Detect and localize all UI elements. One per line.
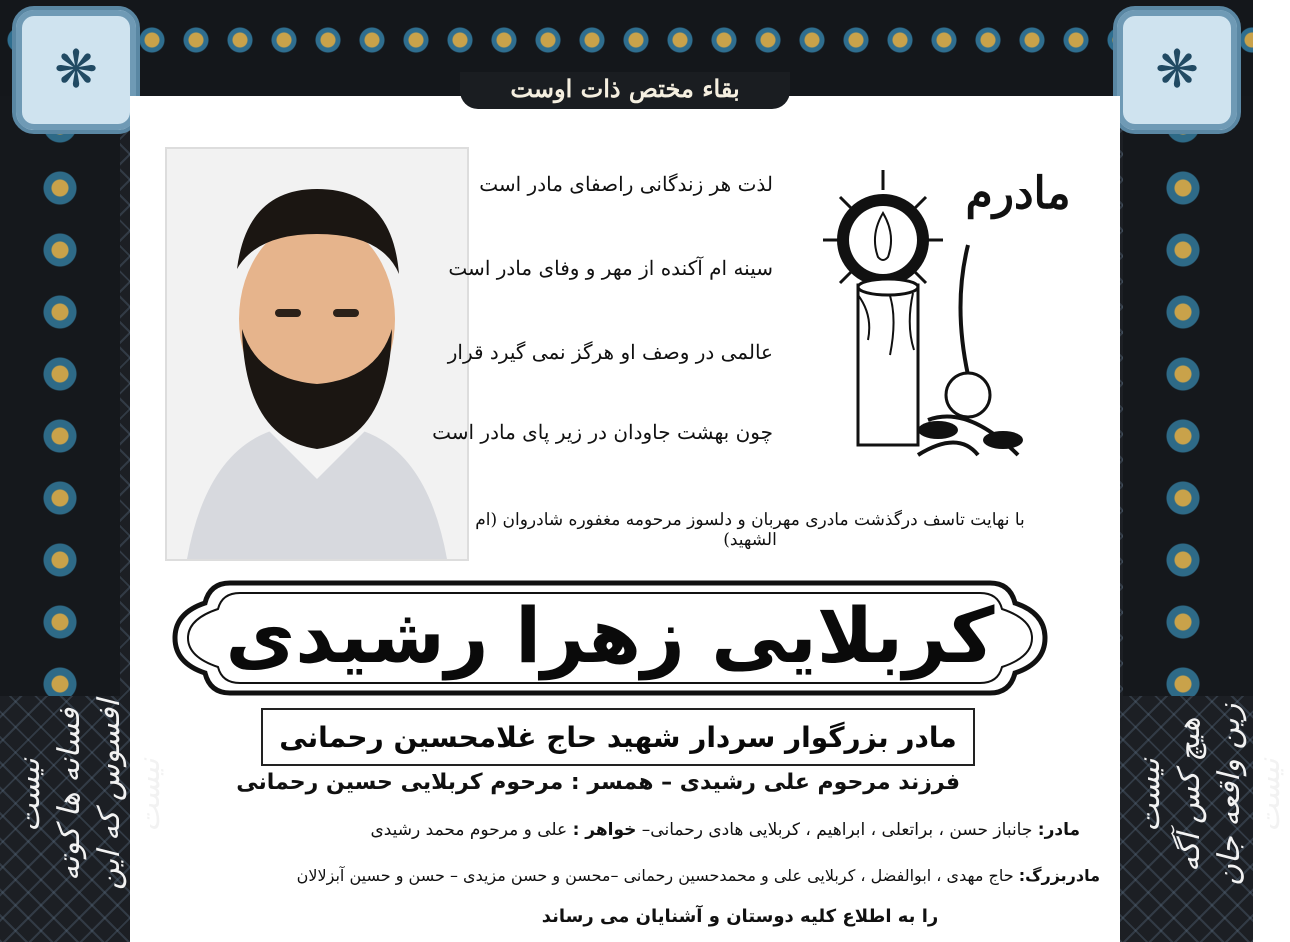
sister-label: خواهر : <box>572 820 637 840</box>
ornament-icon: ❋ <box>54 40 98 100</box>
top-phrase: بقاء مختص ذات اوست <box>460 72 790 109</box>
intro-text: با نهایت تاسف درگذشت مادری مهربان و دلسوز مرحومه مغفوره شادروان (ام الشهید) <box>475 510 1025 550</box>
poem-line: سینه ام آکنده از مهر و وفای مادر است <box>448 256 773 280</box>
poem-title: مادرم <box>965 168 1071 219</box>
deceased-name: کربلایی زهرا رشیدی <box>225 591 995 680</box>
side-line: فسانه ها کوته <box>52 708 87 882</box>
right-ornament-band <box>1123 96 1253 696</box>
side-line: نیست <box>12 758 47 832</box>
subtitle-box <box>261 708 975 766</box>
mother-line <box>200 820 1080 840</box>
poem-line: عالمی در وصف او هرگز نمی گیرد قرار <box>447 340 773 364</box>
side-line: نیست <box>1252 758 1287 832</box>
grandmother-line <box>140 866 1100 885</box>
side-line: نیست <box>1132 758 1167 832</box>
poem-line: لذت هر زندگانی راصفای مادر است <box>479 172 773 196</box>
candle-icon <box>818 165 1038 475</box>
name-cartouche <box>170 573 1050 703</box>
poem-line: چون بهشت جاودان در زیر پای مادر است <box>432 420 773 444</box>
corner-ornament-right <box>1113 6 1241 134</box>
grandmother-text: حاج مهدی ، ابوالفضل ، کربلایی علی و محمدحسین رحمانی –محسن و حسن مزیدی – حسن و حسین آبزلالان <box>296 866 1014 885</box>
grandmother-label: مادربزرگ: <box>1018 866 1100 885</box>
mother-label: مادر: <box>1037 820 1080 840</box>
side-calligraphy-right <box>1130 650 1287 940</box>
side-line: نیست <box>132 758 167 832</box>
mother-text: جانباز حسن ، براتعلی ، ابراهیم ، کربلایی هادی رحمانی– <box>641 820 1033 840</box>
side-calligraphy-left <box>10 650 167 940</box>
sister-text: علی و مرحوم محمد رشیدی <box>370 820 568 840</box>
subtitle: مادر بزرگوار سردار شهید حاج غلامحسین رحمانی <box>279 720 957 754</box>
children-line: فرزند مرحوم علی رشیدی – همسر : مرحوم کربلایی حسین رحمانی <box>236 770 960 795</box>
ornament-icon: ❋ <box>1155 40 1199 100</box>
closing-line: را به اطلاع کلیه دوستان و آشنایان می رساند <box>541 906 939 927</box>
side-line: زین واقعه جان <box>1212 703 1247 887</box>
left-ornament-band <box>0 96 120 696</box>
corner-ornament-left <box>12 6 140 134</box>
side-line: افسوس که این <box>92 699 127 891</box>
side-line: هیچ کس آگه <box>1172 717 1207 873</box>
